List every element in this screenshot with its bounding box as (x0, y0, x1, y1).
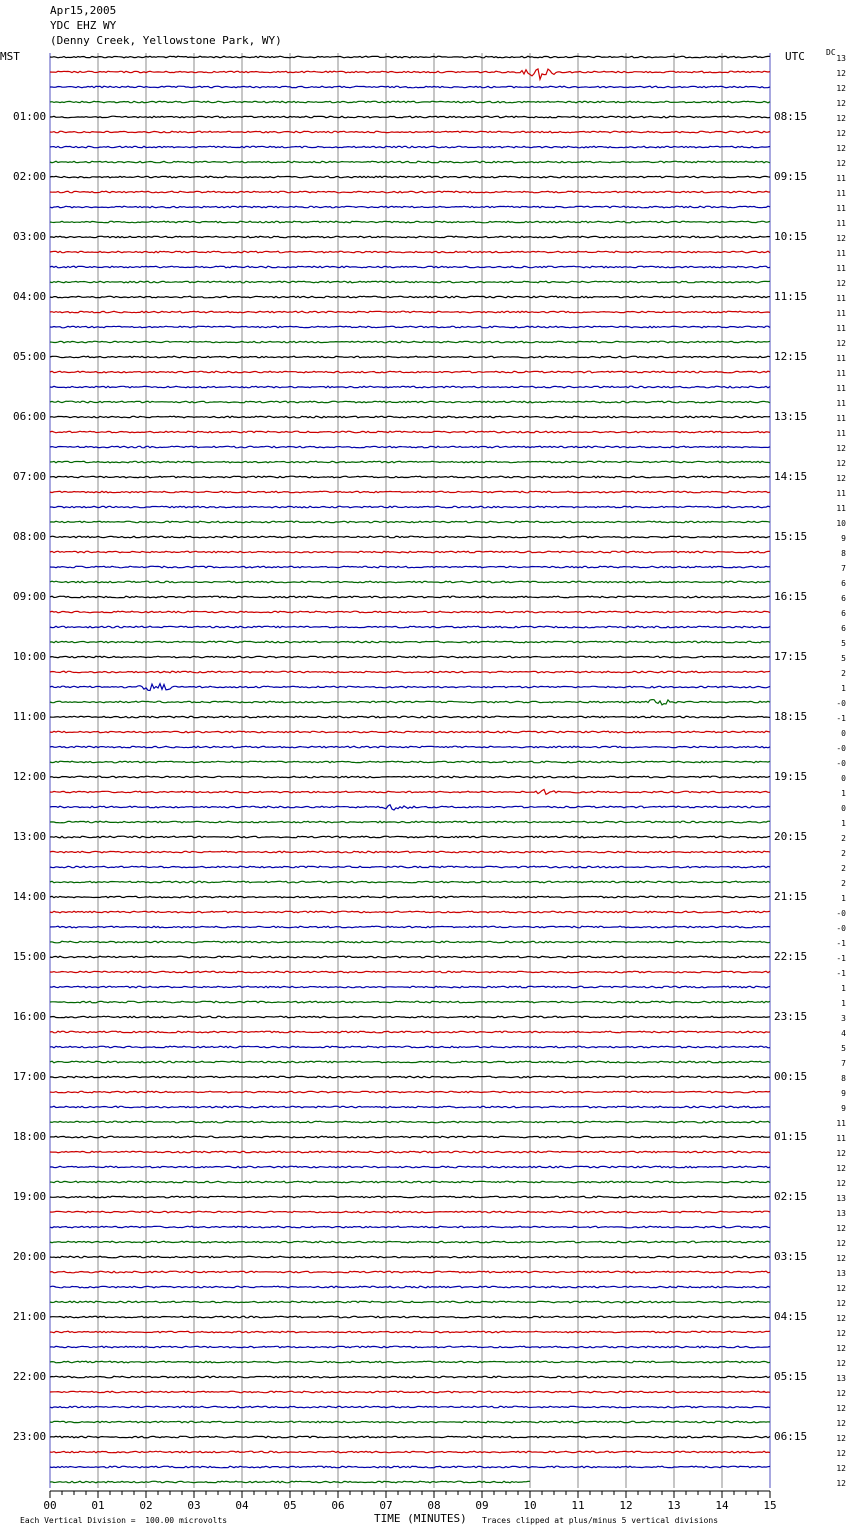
seismic-trace (50, 1391, 770, 1393)
dc-offset-value: 12 (836, 69, 846, 78)
dc-offset-value: 12 (836, 1329, 846, 1338)
dc-offset-value: 9 (841, 534, 846, 543)
utc-hour-label: 10:15 (774, 230, 808, 243)
seismic-trace (50, 476, 770, 478)
mst-hour-label: 09:00 (13, 590, 47, 603)
utc-hour-label: 01:15 (774, 1130, 808, 1143)
mst-hour-label: 22:00 (13, 1370, 47, 1383)
seismic-trace (50, 356, 770, 358)
seismic-trace (50, 1421, 770, 1423)
utc-hour-label: 06:15 (774, 1430, 808, 1443)
mst-hour-label: 15:00 (13, 950, 47, 963)
seismic-trace (50, 191, 770, 193)
seismic-trace (50, 671, 770, 673)
x-tick-label: 05 (283, 1499, 297, 1512)
x-tick-label: 11 (571, 1499, 585, 1512)
seismic-trace (50, 776, 770, 778)
dc-offset-value: 11 (836, 294, 846, 303)
seismic-trace (50, 805, 770, 810)
station-location: (Denny Creek, Yellowstone Park, WY) (50, 34, 282, 47)
utc-hour-label: 05:15 (774, 1370, 808, 1383)
seismic-trace (50, 1331, 770, 1333)
station-code: YDC EHZ WY (50, 19, 117, 32)
dc-offset-value: 11 (836, 354, 846, 363)
x-tick-label: 13 (667, 1499, 681, 1512)
seismic-trace (50, 881, 770, 883)
utc-hour-label: 04:15 (774, 1310, 808, 1323)
dc-offset-value: 6 (841, 624, 846, 633)
seismic-trace (50, 1241, 770, 1243)
seismic-trace (50, 790, 770, 795)
mst-hour-label: 05:00 (13, 350, 47, 363)
dc-offset-value: 0 (841, 729, 846, 738)
plot-date: Apr15,2005 (50, 4, 117, 17)
dc-offset-value: -0 (836, 909, 846, 918)
seismic-trace (50, 1346, 770, 1348)
seismic-trace (50, 1466, 770, 1468)
x-tick-label: 14 (715, 1499, 729, 1512)
seismic-trace (50, 326, 770, 328)
dc-offset-value: 12 (836, 1389, 846, 1398)
dc-offset-value: 11 (836, 384, 846, 393)
dc-offset-value: 1 (841, 819, 846, 828)
dc-offset-value: 9 (841, 1104, 846, 1113)
seismic-trace (50, 1151, 770, 1153)
seismic-trace (50, 1226, 770, 1228)
seismic-trace (50, 1406, 770, 1408)
seismic-trace (50, 866, 770, 868)
dc-offset-value: 12 (836, 1359, 846, 1368)
x-tick-label: 09 (475, 1499, 489, 1512)
dc-offset-value: -1 (836, 969, 846, 978)
x-tick-label: 06 (331, 1499, 345, 1512)
dc-offset-value: 12 (836, 1239, 846, 1248)
seismic-trace (50, 700, 770, 705)
seismic-trace (50, 506, 770, 508)
seismic-trace (50, 341, 770, 343)
dc-offset-value: 9 (841, 1089, 846, 1098)
seismic-trace (50, 1301, 770, 1303)
seismic-trace (50, 1046, 770, 1048)
x-tick-label: 03 (187, 1499, 201, 1512)
x-tick-label: 01 (91, 1499, 105, 1512)
dc-offset-value: 13 (836, 54, 846, 63)
dc-offset-value: 11 (836, 264, 846, 273)
dc-offset-value: 11 (836, 1134, 846, 1143)
dc-offset-value: 12 (836, 1404, 846, 1413)
seismic-trace (50, 746, 770, 748)
dc-offset-value: 12 (836, 474, 846, 483)
seismic-trace (50, 176, 770, 178)
dc-offset-value: 12 (836, 1284, 846, 1293)
seismic-trace (50, 851, 770, 853)
mst-hour-label: 16:00 (13, 1010, 47, 1023)
dc-offset-value: 12 (836, 1224, 846, 1233)
utc-hour-label: 00:15 (774, 1070, 808, 1083)
mst-hour-label: 01:00 (13, 110, 47, 123)
mst-hour-label: 11:00 (13, 710, 47, 723)
dc-offset-value: 6 (841, 579, 846, 588)
seismic-trace (50, 221, 770, 223)
mst-hour-label: 19:00 (13, 1190, 47, 1203)
dc-offset-value: 1 (841, 789, 846, 798)
mst-hour-label: 18:00 (13, 1130, 47, 1143)
seismic-trace (50, 596, 770, 598)
dc-offset-value: 12 (836, 159, 846, 168)
x-tick-label: 04 (235, 1499, 249, 1512)
seismic-trace (50, 281, 770, 283)
mst-hour-label: 02:00 (13, 170, 47, 183)
dc-offset-value: 6 (841, 594, 846, 603)
dc-offset-value: 12 (836, 1419, 846, 1428)
mst-hour-label: 14:00 (13, 890, 47, 903)
dc-offset-value: 11 (836, 399, 846, 408)
dc-offset-value: 13 (836, 1194, 846, 1203)
seismic-trace (50, 926, 770, 928)
dc-offset-value: -0 (836, 699, 846, 708)
x-tick-label: 07 (379, 1499, 393, 1512)
utc-hour-label: 02:15 (774, 1190, 808, 1203)
seismic-trace (50, 416, 770, 418)
dc-offset-value: 12 (836, 1344, 846, 1353)
mst-hour-label: 13:00 (13, 830, 47, 843)
utc-hour-label: 22:15 (774, 950, 808, 963)
dc-offset-value: 1 (841, 894, 846, 903)
seismic-trace (50, 941, 770, 943)
dc-offset-value: 12 (836, 1254, 846, 1263)
seismic-trace (50, 821, 770, 823)
dc-offset-value: 11 (836, 1119, 846, 1128)
x-axis-label: TIME (MINUTES) (374, 1512, 467, 1525)
seismic-trace (50, 131, 770, 133)
seismic-trace (50, 446, 770, 448)
dc-offset-value: 12 (836, 339, 846, 348)
utc-hour-label: 09:15 (774, 170, 808, 183)
seismic-trace (50, 1436, 770, 1438)
dc-offset-value: 2 (841, 864, 846, 873)
utc-hour-label: 17:15 (774, 650, 808, 663)
clip-note: Traces clipped at plus/minus 5 vertical divisions (482, 1516, 719, 1525)
dc-offset-value: 11 (836, 189, 846, 198)
left-axis-title: MST (0, 50, 20, 63)
dc-offset-value: 12 (836, 129, 846, 138)
mst-hour-label: 06:00 (13, 410, 47, 423)
seismic-trace (50, 371, 770, 373)
x-tick-label: 08 (427, 1499, 441, 1512)
dc-offset-value: 4 (841, 1029, 846, 1038)
seismic-trace (50, 566, 770, 568)
seismic-trace (50, 1031, 770, 1033)
seismic-trace (50, 236, 770, 238)
scale-note: Each Vertical Division = 100.00 microvolts (20, 1516, 228, 1525)
dc-offset-value: 11 (836, 219, 846, 228)
mst-hour-label: 03:00 (13, 230, 47, 243)
seismic-trace (50, 116, 770, 118)
dc-offset-value: 2 (841, 669, 846, 678)
dc-offset-value: 1 (841, 984, 846, 993)
mst-hour-label: 10:00 (13, 650, 47, 663)
dc-offset-value: -1 (836, 954, 846, 963)
mst-hour-label: 12:00 (13, 770, 47, 783)
seismic-trace (50, 731, 770, 733)
x-tick-label: 10 (523, 1499, 537, 1512)
mst-hour-label: 20:00 (13, 1250, 47, 1263)
utc-hour-label: 12:15 (774, 350, 808, 363)
seismic-trace (50, 1121, 770, 1123)
mst-hour-label: 08:00 (13, 530, 47, 543)
dc-offset-value: 12 (836, 1314, 846, 1323)
dc-offset-value: 11 (836, 324, 846, 333)
dc-offset-value: 2 (841, 849, 846, 858)
x-tick-label: 02 (139, 1499, 153, 1512)
utc-hour-label: 19:15 (774, 770, 808, 783)
dc-offset-value: 12 (836, 1434, 846, 1443)
dc-offset-value: 12 (836, 444, 846, 453)
seismic-trace (50, 1106, 770, 1108)
mst-hour-label: 04:00 (13, 290, 47, 303)
seismic-trace (50, 251, 770, 253)
seismic-trace (50, 1211, 770, 1213)
dc-offset-value: 10 (836, 519, 846, 528)
seismic-trace (50, 101, 770, 103)
utc-hour-label: 16:15 (774, 590, 808, 603)
dc-offset-value: -0 (836, 744, 846, 753)
seismic-trace (50, 971, 770, 973)
utc-hour-label: 03:15 (774, 1250, 808, 1263)
utc-hour-label: 23:15 (774, 1010, 808, 1023)
seismic-trace (50, 296, 770, 298)
dc-offset-value: 11 (836, 204, 846, 213)
dc-offset-value: 12 (836, 459, 846, 468)
mst-hour-label: 23:00 (13, 1430, 47, 1443)
seismic-trace (50, 1196, 770, 1198)
seismic-trace (50, 611, 770, 613)
dc-offset-value: 11 (836, 429, 846, 438)
dc-offset-value: 12 (836, 1464, 846, 1473)
dc-offset-value: 8 (841, 1074, 846, 1083)
seismic-trace (50, 1256, 770, 1258)
dc-offset-value: 13 (836, 1269, 846, 1278)
seismic-trace (50, 1061, 770, 1063)
dc-offset-value: 8 (841, 549, 846, 558)
mst-hour-label: 21:00 (13, 1310, 47, 1323)
dc-offset-value: 12 (836, 234, 846, 243)
seismic-trace (50, 1286, 770, 1288)
seismic-trace (50, 1316, 770, 1318)
mst-hour-label: 17:00 (13, 1070, 47, 1083)
utc-hour-label: 14:15 (774, 470, 808, 483)
seismic-trace (50, 1136, 770, 1138)
utc-hour-label: 18:15 (774, 710, 808, 723)
x-tick-label: 15 (763, 1499, 777, 1512)
dc-offset-value: 5 (841, 1044, 846, 1053)
utc-hour-label: 20:15 (774, 830, 808, 843)
dc-offset-value: -1 (836, 939, 846, 948)
dc-offset-value: 11 (836, 174, 846, 183)
seismic-trace (50, 1361, 770, 1363)
utc-hour-label: 21:15 (774, 890, 808, 903)
seismic-trace (50, 956, 770, 958)
dc-offset-value: 11 (836, 249, 846, 258)
dc-offset-value: 12 (836, 1179, 846, 1188)
dc-offset-value: 12 (836, 1449, 846, 1458)
dc-offset-value: 12 (836, 1299, 846, 1308)
dc-offset-value: 3 (841, 1014, 846, 1023)
dc-offset-value: -1 (836, 714, 846, 723)
seismic-trace (50, 206, 770, 208)
dc-offset-value: 11 (836, 414, 846, 423)
dc-offset-value: 7 (841, 1059, 846, 1068)
dc-offset-value: 13 (836, 1209, 846, 1218)
dc-offset-value: 2 (841, 834, 846, 843)
x-tick-label: 00 (43, 1499, 57, 1512)
dc-offset-value: 12 (836, 114, 846, 123)
dc-offset-value: 5 (841, 639, 846, 648)
dc-offset-value: 7 (841, 564, 846, 573)
seismic-trace (50, 431, 770, 433)
seismic-trace (50, 551, 770, 553)
x-tick-label: 12 (619, 1499, 633, 1512)
mst-hour-label: 07:00 (13, 470, 47, 483)
seismic-trace (50, 146, 770, 148)
seismic-trace (50, 311, 770, 313)
seismic-trace (50, 1091, 770, 1093)
utc-hour-label: 11:15 (774, 290, 808, 303)
seismic-trace (50, 401, 770, 403)
seismic-trace (50, 1181, 770, 1183)
seismic-trace (50, 1376, 770, 1378)
dc-offset-value: 1 (841, 999, 846, 1008)
dc-offset-value: -0 (836, 759, 846, 768)
dc-offset-value: 13 (836, 1374, 846, 1383)
seismic-trace (50, 836, 770, 838)
seismic-trace (50, 1451, 770, 1453)
dc-offset-value: 12 (836, 84, 846, 93)
seismic-trace (50, 911, 770, 913)
right-axis-title: UTC (785, 50, 805, 63)
dc-offset-value: 11 (836, 309, 846, 318)
utc-hour-label: 15:15 (774, 530, 808, 543)
seismic-trace (50, 684, 770, 691)
utc-hour-label: 13:15 (774, 410, 808, 423)
dc-offset-value: 12 (836, 279, 846, 288)
utc-hour-label: 08:15 (774, 110, 808, 123)
dc-offset-value: 12 (836, 99, 846, 108)
dc-offset-value: 0 (841, 774, 846, 783)
dc-offset-value: 11 (836, 489, 846, 498)
dc-offset-value: 11 (836, 369, 846, 378)
dc-offset-value: 12 (836, 1149, 846, 1158)
seismic-trace (50, 86, 770, 88)
seismic-trace (50, 536, 770, 538)
seismic-trace (50, 896, 770, 898)
seismic-trace (50, 266, 770, 268)
dc-offset-value: 12 (836, 144, 846, 153)
seismic-trace (50, 491, 770, 493)
seismic-trace (50, 161, 770, 163)
seismic-trace (50, 1016, 770, 1018)
dc-offset-value: 11 (836, 504, 846, 513)
dc-offset-value: 1 (841, 684, 846, 693)
seismic-trace (50, 521, 770, 523)
seismic-trace (50, 386, 770, 388)
dc-offset-value: 0 (841, 804, 846, 813)
seismic-trace (50, 1166, 770, 1168)
dc-offset-value: -0 (836, 924, 846, 933)
seismic-trace (50, 626, 770, 628)
seismic-trace (50, 1001, 770, 1003)
seismic-trace (50, 581, 770, 583)
seismic-trace (50, 1271, 770, 1273)
dc-offset-value: 5 (841, 654, 846, 663)
seismic-trace (50, 56, 770, 58)
seismic-trace (50, 761, 770, 763)
seismic-trace (50, 716, 770, 718)
dc-offset-value: 6 (841, 609, 846, 618)
seismic-trace (50, 656, 770, 658)
seismic-trace (50, 986, 770, 988)
dc-offset-value: 2 (841, 879, 846, 888)
dc-offset-value: 12 (836, 1479, 846, 1488)
seismic-trace (50, 461, 770, 463)
dc-offset-value: 12 (836, 1164, 846, 1173)
dc-title: DC (826, 48, 836, 57)
seismic-trace (50, 641, 770, 643)
seismic-trace (50, 69, 770, 79)
seismic-trace (50, 1076, 770, 1078)
